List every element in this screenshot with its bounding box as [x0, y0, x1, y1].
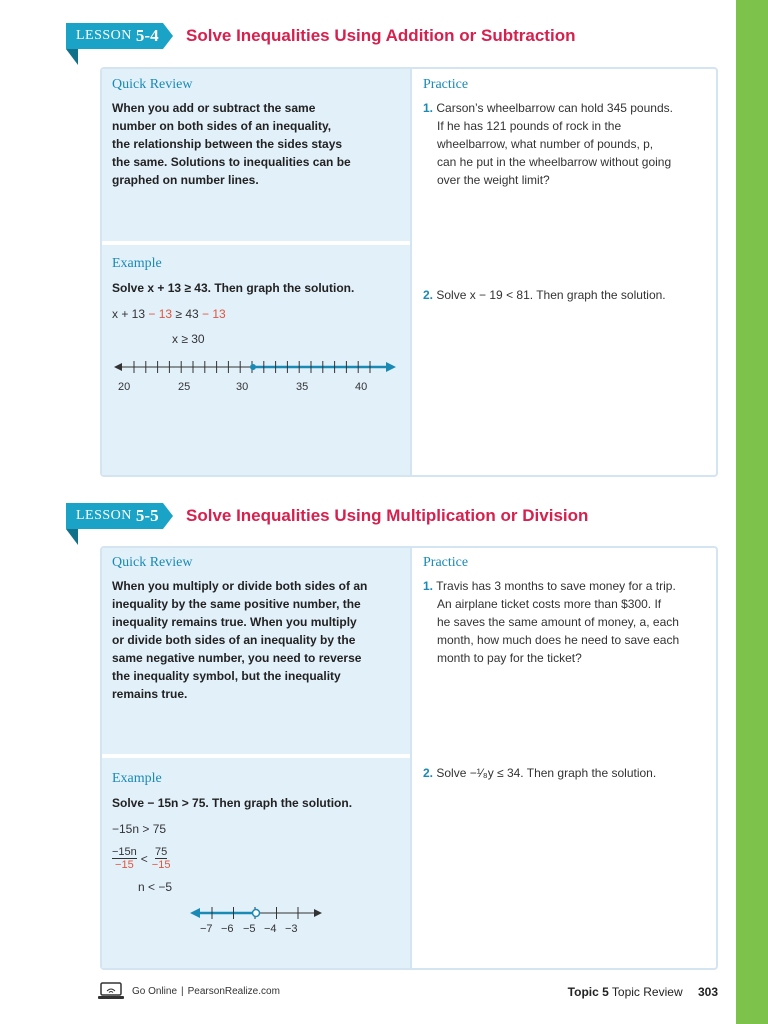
quick-review-text: When you multiply or divide both sides of an inequality by the same positive number, the inequality remains true. When you multiply or divide both sides of an inequality by the same negative number, you need to reverse the inequality symbol, but the inequality remains true. — [112, 579, 368, 701]
tag-fold — [66, 529, 78, 545]
lesson-5-4-tag — [66, 23, 173, 49]
example-work-line-3: n < −5 — [138, 880, 173, 894]
tick-label: 35 — [296, 381, 309, 393]
tick-label: −5 — [243, 923, 256, 935]
lesson-5-4-panel — [100, 67, 718, 477]
quick-review-heading: Quick Review — [112, 77, 193, 92]
site-link[interactable]: PearsonRealize.com — [187, 985, 280, 997]
page-edge-bar — [736, 0, 768, 1024]
practice-2: 2. Solve x − 19 < 81. Then graph the solution. — [423, 288, 666, 302]
lesson-5-5-tag — [66, 503, 173, 529]
example-fraction-line: −15n −15 < 75 −15 — [112, 846, 171, 871]
tick-label: −7 — [200, 923, 213, 935]
tick-label: 25 — [178, 381, 191, 393]
tick-label: −4 — [264, 923, 277, 935]
closed-point-30 — [250, 364, 256, 370]
lesson-5-4-title: Solve Inequalities Using Addition or Subtraction — [186, 26, 576, 45]
topic-label: Topic 5 — [567, 985, 609, 999]
example-work-line-1: x + 13 − 13 ≥ 43 − 13 — [112, 307, 226, 321]
go-online-label: Go Online — [132, 985, 178, 997]
lesson-word: LESSON — [76, 508, 132, 523]
footer-topic — [568, 985, 718, 999]
lesson-number: 5-4 — [135, 26, 159, 45]
practice-heading: Practice — [423, 77, 469, 92]
tick-label: −3 — [285, 923, 298, 935]
tick-label: −6 — [221, 923, 234, 935]
lesson-word: LESSON — [76, 28, 132, 43]
practice-2: 2. Solve −¹⁄₈y ≤ 34. Then graph the solution. — [423, 766, 657, 780]
practice-heading: Practice — [423, 555, 469, 570]
example-prompt: Solve x + 13 ≥ 43. Then graph the solution. — [112, 281, 355, 295]
lesson-5-5-panel — [100, 546, 718, 970]
open-point-neg5 — [253, 910, 260, 917]
example-heading: Example — [112, 256, 162, 271]
section-label: Topic Review — [611, 985, 683, 999]
tag-fold — [66, 49, 78, 65]
example-prompt: Solve − 15n > 75. Then graph the solution. — [112, 796, 353, 810]
quick-review-text: When you add or subtract the same number on both sides of an inequality, the relationship between the sides stays the same. Solutions to inequalities can be graphed on number lines. — [112, 101, 351, 187]
practice-1: 1. Carson’s wheelbarrow can hold 345 pounds. If he has 121 pounds of rock in the wheelbarrow, what number of pounds, p, can he put in the wheelbarrow without going over the weight limit? — [423, 101, 673, 187]
tick-label: 40 — [355, 381, 368, 393]
tick-label: 20 — [118, 381, 131, 393]
number-line-2 — [190, 903, 322, 923]
number-line-1 — [114, 357, 396, 377]
page-number: 303 — [697, 985, 718, 999]
lesson-5-5-title: Solve Inequalities Using Multiplication or Division — [186, 506, 589, 525]
tick-label: 30 — [236, 381, 249, 393]
quick-review-heading: Quick Review — [112, 555, 193, 570]
lesson-number: 5-5 — [135, 506, 159, 525]
example-work-line-1: −15n > 75 — [112, 822, 167, 836]
example-work-line-2: x ≥ 30 — [172, 332, 205, 346]
laptop-icon — [98, 982, 124, 1000]
footer-go-online[interactable]: Go Online | PearsonRealize.com — [98, 982, 280, 1000]
practice-1: 1. Travis has 3 months to save money for a trip. An airplane ticket costs more than $300. If he saves the same amount of money, a, each month, how much does he need to save each month to pay for the ticket? — [423, 579, 680, 665]
example-heading: Example — [112, 771, 162, 786]
